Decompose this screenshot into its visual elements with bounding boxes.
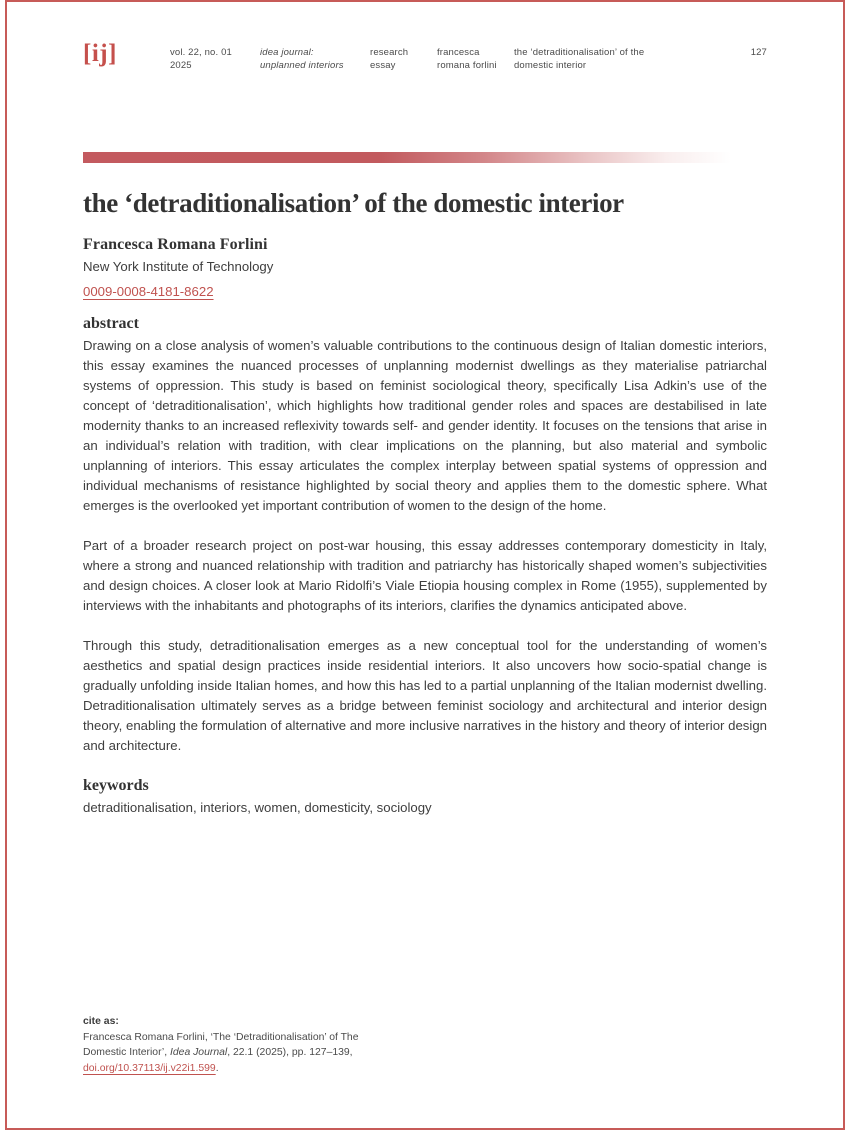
citation-text-before: Francesca Romana Forlini, ‘The ‘Detraditionalisation’ of The Domestic Interior’, bbox=[83, 1031, 359, 1058]
citation-text-after: , 22.1 (2025), pp. 127–139, bbox=[227, 1047, 353, 1058]
header-volume-line2: 2025 bbox=[170, 60, 192, 71]
header-author-line2: romana forlini bbox=[437, 60, 497, 71]
keywords-text: detraditionalisation, interiors, women, domesticity, sociology bbox=[83, 800, 432, 815]
citation-journal-name: Idea Journal bbox=[170, 1047, 228, 1058]
author-affiliation: New York Institute of Technology bbox=[83, 259, 274, 274]
author-name: Francesca Romana Forlini bbox=[83, 236, 268, 253]
abstract-paragraph: Part of a broader research project on post-war housing, this essay addresses contemporary domesticity in Italy, where a strong and nuanced relationship with tradition and patriarchy has historically shaped women’s subjectivities and design choices. A closer look at Mario Ridolfi’s Viale Etiopia housing complex in Rome (1955), supplemented by interviews with the inhabitants and photographs of its interiors, clarifies the dynamics anticipated above. bbox=[83, 538, 767, 613]
header-type-line1: research bbox=[370, 47, 409, 58]
header-volume bbox=[170, 46, 232, 72]
citation-block bbox=[83, 1014, 359, 1076]
author-block bbox=[83, 235, 767, 301]
header-title-line1: the ‘detraditionalisation’ of the bbox=[514, 47, 645, 58]
header-journal-line2: unplanned interiors bbox=[260, 60, 344, 71]
header-journal-line1: idea journal: bbox=[260, 47, 314, 58]
cite-as-label: cite as: bbox=[83, 1016, 119, 1027]
header-author bbox=[437, 46, 497, 72]
header-type-line2: essay bbox=[370, 60, 396, 71]
header-author-line1: francesca bbox=[437, 47, 480, 58]
header bbox=[83, 40, 767, 78]
header-volume-line1: vol. 22, no. 01 bbox=[170, 47, 232, 58]
abstract-section bbox=[83, 314, 767, 818]
article-title: the ‘detraditionalisation’ of the domestic interior bbox=[83, 188, 624, 219]
header-running-title bbox=[514, 46, 644, 72]
abstract-paragraph: Through this study, detraditionalisation emerges as a new conceptual tool for the understanding of women’s aesthetics and spatial design practices inside residential interiors. It also uncovers how socio-spatial change is gradually unfolding inside Italian homes, and how this has led to a partial unplanning of the Italian modernist dwelling. Detraditionalisation ultimately serves as a bridge between feminist sociology and architectural and interior design theory, enabling the formulation of alternative and more inclusive narratives in the history and theory of interior design and architecture. bbox=[83, 638, 767, 753]
abstract-heading: abstract bbox=[83, 315, 139, 332]
keywords-heading: keywords bbox=[83, 777, 149, 794]
citation-trailing-period: . bbox=[215, 1062, 219, 1074]
orcid-link[interactable]: 0009-0008-4181-8622 bbox=[83, 284, 214, 299]
header-article-type bbox=[370, 46, 408, 72]
abstract-paragraph: Drawing on a close analysis of women’s valuable contributions to the continuous design of Italian domestic interiors, this essay examines the nuanced processes of unplanning modernist dwellings as they materialise patriarchal systems of oppression. This study is based on feminist sociological theory, specifically Lisa Adkin’s use of the concept of ‘detraditionalisation’, which highlights how traditional gender roles and spaces are destabilised in late modernity thanks to an increased reflexivity towards self- and gender identity. It focuses on the tensions that arise in an individual’s relation with tradition, with clear implications on the planning, but also material and symbolic unplanning of interiors. This essay articulates the complex interplay between spatial systems of oppression and individual mechanisms of resistance highlighted by social theory and applies them to the domestic sphere. What emerges is the overlooked yet important contribution of women to the design of the home. bbox=[83, 338, 767, 513]
header-title-line2: domestic interior bbox=[514, 60, 587, 71]
accent-gradient-bar bbox=[83, 152, 731, 163]
citation-text bbox=[83, 1030, 359, 1077]
page-number: 127 bbox=[750, 47, 767, 58]
doi-link[interactable]: doi.org/10.37113/ij.v22i1.599 bbox=[83, 1062, 216, 1074]
journal-logo: [ij] bbox=[83, 40, 117, 67]
header-journal-name bbox=[260, 46, 344, 72]
